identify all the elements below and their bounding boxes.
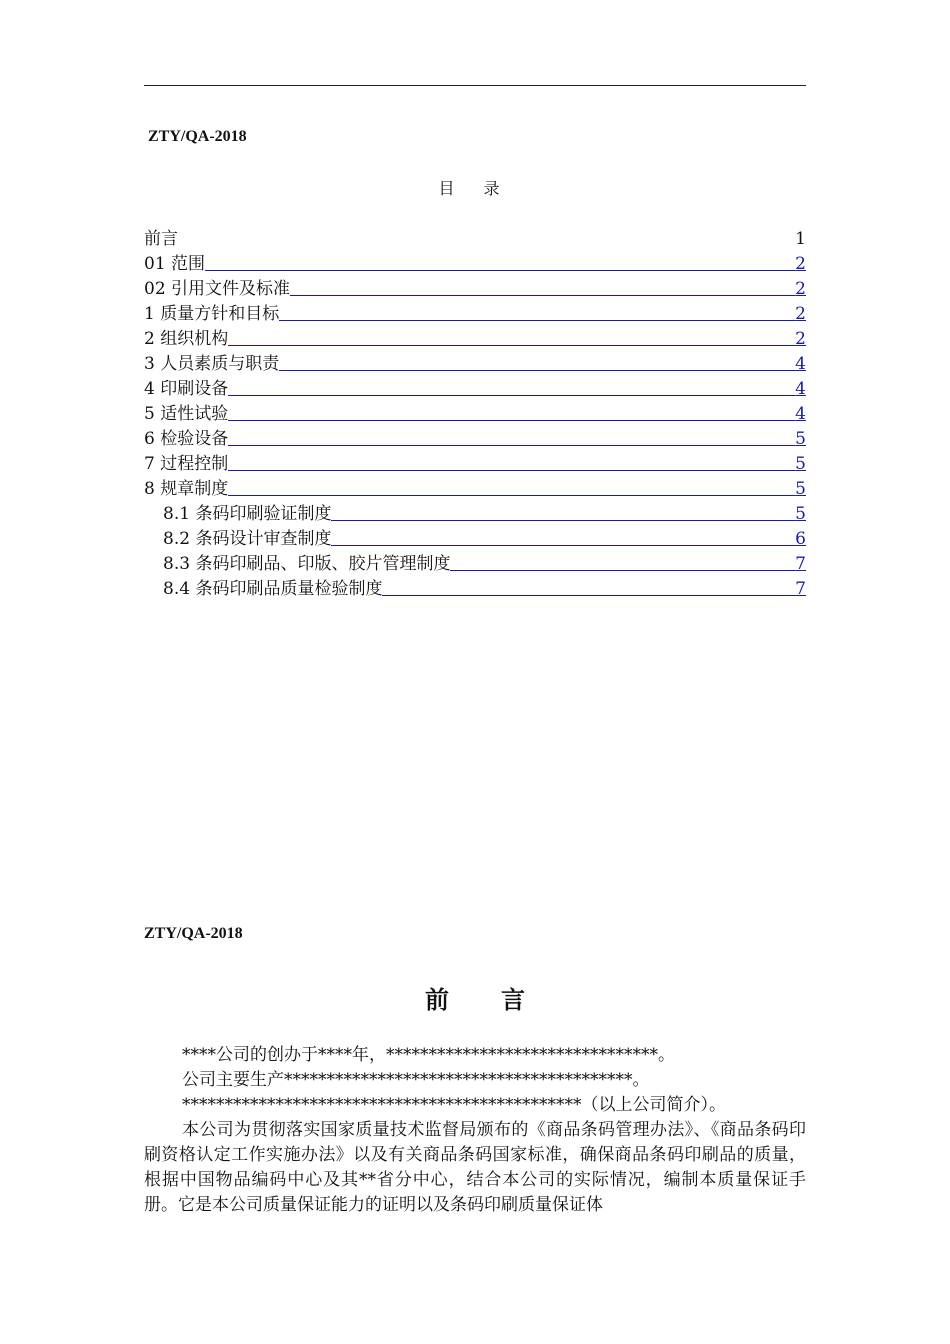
preface-title: 前言 bbox=[425, 985, 577, 1014]
toc-entry-label: 3 人员素质与职责 bbox=[144, 354, 280, 374]
toc-entry bbox=[144, 225, 806, 250]
table-of-contents bbox=[144, 225, 806, 600]
toc-page-link[interactable]: 6 bbox=[795, 529, 806, 549]
toc-leader-line bbox=[450, 569, 795, 571]
toc-leader-line bbox=[228, 344, 795, 346]
toc-page-link[interactable]: 4 bbox=[795, 379, 806, 399]
toc-entry[interactable] bbox=[144, 300, 806, 325]
toc-entry-label: 8.4 条码印刷品质量检验制度 bbox=[163, 579, 383, 599]
toc-entry[interactable] bbox=[144, 400, 806, 425]
toc-leader-line bbox=[205, 269, 795, 271]
toc-entry-label: 6 检验设备 bbox=[144, 429, 229, 449]
toc-entry[interactable] bbox=[144, 275, 806, 300]
toc-entry[interactable] bbox=[144, 350, 806, 375]
toc-entry[interactable] bbox=[144, 325, 806, 350]
toc-entry[interactable] bbox=[144, 425, 806, 450]
toc-page-link[interactable]: 5 bbox=[795, 429, 806, 449]
toc-page-link[interactable]: 2 bbox=[795, 279, 806, 299]
toc-leader-line bbox=[279, 369, 795, 371]
doc-code-page2: ZTY/QA-2018 bbox=[144, 925, 243, 942]
toc-entry[interactable] bbox=[144, 375, 806, 400]
header-rule bbox=[144, 85, 806, 86]
toc-entry-label: 8.3 条码印刷品、印版、胶片管理制度 bbox=[163, 554, 451, 574]
toc-leader-line bbox=[228, 419, 795, 421]
toc-entry[interactable] bbox=[144, 250, 806, 275]
toc-entry-label: 02 引用文件及标准 bbox=[144, 279, 291, 299]
toc-page-link[interactable]: 2 bbox=[795, 329, 806, 349]
toc-page-link[interactable]: 5 bbox=[795, 454, 806, 474]
preface-paragraph: ***********************************************（以上公司简介）。 bbox=[182, 1095, 726, 1115]
toc-entry-label: 01 范围 bbox=[144, 254, 206, 274]
toc-title: 目 录 bbox=[438, 179, 512, 198]
toc-entry-label: 8.1 条码印刷验证制度 bbox=[163, 504, 332, 524]
toc-page-link[interactable]: 4 bbox=[795, 404, 806, 424]
toc-entry-label: 前言 bbox=[144, 229, 178, 249]
preface-paragraph: 本公司为贯彻落实国家质量技术监督局颁布的《商品条码管理办法》、《商品条码印刷资格认定工作实施办法》以及有关商品条码国家标准，确保商品条码印刷品的质量，根据中国物品编码中心及其**省分中心，结合本公司的实际情况，编制本质量保证手册。它是本公司质量保证能力的证明以及条码印刷质量保证体 bbox=[144, 1120, 806, 1215]
toc-page-link[interactable]: 7 bbox=[795, 554, 806, 574]
doc-code-header: ZTY/QA-2018 bbox=[148, 128, 247, 145]
toc-entry[interactable] bbox=[144, 475, 806, 500]
toc-page-link[interactable]: 2 bbox=[795, 304, 806, 324]
toc-page-link[interactable]: 7 bbox=[795, 579, 806, 599]
toc-entry-label: 7 过程控制 bbox=[144, 454, 229, 474]
toc-leader-line bbox=[382, 594, 795, 596]
toc-leader-line bbox=[178, 245, 795, 246]
toc-leader-line bbox=[228, 394, 795, 396]
preface-body bbox=[144, 1043, 806, 1218]
toc-leader-line bbox=[290, 294, 795, 296]
toc-entry[interactable] bbox=[144, 525, 806, 550]
preface-paragraph: 公司主要生产*****************************************。 bbox=[182, 1070, 650, 1090]
toc-page-link[interactable]: 5 bbox=[795, 479, 806, 499]
toc-entry-label: 5 适性试验 bbox=[144, 404, 229, 424]
toc-leader-line bbox=[228, 469, 795, 471]
toc-entry[interactable] bbox=[144, 550, 806, 575]
toc-leader-line bbox=[279, 319, 795, 321]
toc-entry-label: 2 组织机构 bbox=[144, 329, 229, 349]
toc-entry[interactable] bbox=[144, 575, 806, 600]
toc-entry-label: 1 质量方针和目标 bbox=[144, 304, 280, 324]
toc-entry-label: 4 印刷设备 bbox=[144, 379, 229, 399]
toc-entry[interactable] bbox=[144, 500, 806, 525]
toc-leader-line bbox=[331, 519, 795, 521]
toc-leader-line bbox=[228, 494, 795, 496]
toc-page-link[interactable]: 2 bbox=[795, 254, 806, 274]
preface-paragraph: ****公司的创办于****年，********************************。 bbox=[182, 1045, 675, 1065]
toc-entry[interactable] bbox=[144, 450, 806, 475]
toc-entry-label: 8.2 条码设计审查制度 bbox=[163, 529, 332, 549]
toc-page-link[interactable]: 5 bbox=[795, 504, 806, 524]
toc-page-link[interactable]: 4 bbox=[795, 354, 806, 374]
toc-leader-line bbox=[331, 544, 795, 546]
toc-entry-label: 8 规章制度 bbox=[144, 479, 229, 499]
toc-page-link: 1 bbox=[795, 229, 806, 249]
toc-leader-line bbox=[228, 444, 795, 446]
